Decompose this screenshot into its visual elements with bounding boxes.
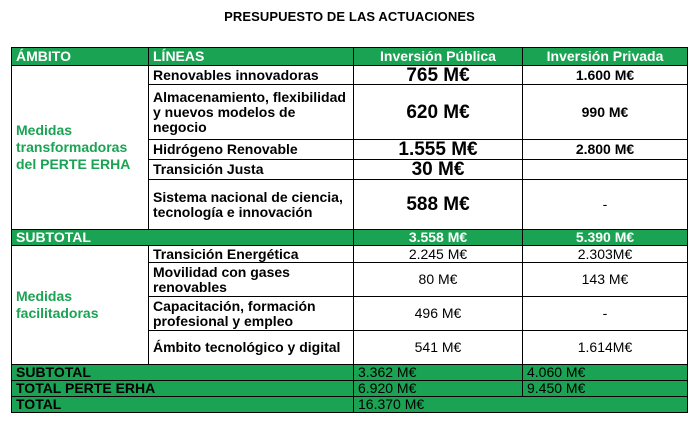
privada-cell: 2.800 M€ <box>523 140 688 160</box>
publica-cell: 588 M€ <box>354 180 523 230</box>
linea-cell: Transición Energética <box>149 246 354 263</box>
total-label: TOTAL <box>12 397 354 413</box>
linea-cell: Almacenamiento, flexibilidad y nuevos modelos de negocio <box>149 85 354 140</box>
subtotal-row <box>12 230 688 246</box>
linea-cell: Sistema nacional de ciencia, tecnología e innovación <box>149 180 354 230</box>
header-lineas: LÍNEAS <box>149 48 354 66</box>
total-row <box>12 397 688 413</box>
publica-cell: 2.245 M€ <box>354 246 523 263</box>
publica-cell: 1.555 M€ <box>354 140 523 160</box>
linea-cell: Hidrógeno Renovable <box>149 140 354 160</box>
header-ambito: ÁMBITO <box>12 48 149 66</box>
linea-cell: Renovables innovadoras <box>149 66 354 85</box>
subtotal-privada-2: 4.060 M€ <box>523 365 688 381</box>
subtotal-publica-2: 3.362 M€ <box>354 365 523 381</box>
privada-cell: - <box>523 297 688 331</box>
subtotal-privada: 5.390 M€ <box>523 230 688 246</box>
linea-cell: Transición Justa <box>149 160 354 180</box>
subtotal-label: SUBTOTAL <box>12 230 354 246</box>
subtotal-publica: 3.558 M€ <box>354 230 523 246</box>
total-perte-row <box>12 381 688 397</box>
privada-cell: 143 M€ <box>523 263 688 297</box>
total-perte-label: TOTAL PERTE ERHA <box>12 381 354 397</box>
header-inversion-privada: Inversión Privada <box>523 48 688 66</box>
budget-table <box>11 47 688 413</box>
table-row <box>12 66 688 85</box>
linea-cell: Movilidad con gases renovables <box>149 263 354 297</box>
publica-cell: 765 M€ <box>354 66 523 85</box>
total-value: 16.370 M€ <box>354 397 688 413</box>
publica-cell: 80 M€ <box>354 263 523 297</box>
table-row <box>12 246 688 263</box>
publica-cell: 541 M€ <box>354 331 523 365</box>
linea-cell: Ámbito tecnológico y digital <box>149 331 354 365</box>
publica-cell: 496 M€ <box>354 297 523 331</box>
privada-cell: - <box>523 180 688 230</box>
privada-cell: 1.600 M€ <box>523 66 688 85</box>
header-row <box>12 48 688 66</box>
total-perte-publica: 6.920 M€ <box>354 381 523 397</box>
header-inversion-publica: Inversión Pública <box>354 48 523 66</box>
group-label-transformadoras: Medidas transformadoras del PERTE ERHA <box>12 66 149 230</box>
total-perte-privada: 9.450 M€ <box>523 381 688 397</box>
publica-cell: 620 M€ <box>354 85 523 140</box>
privada-cell <box>523 160 688 180</box>
linea-cell: Capacitación, formación profesional y empleo <box>149 297 354 331</box>
group-label-facilitadoras: Medidas facilitadoras <box>12 246 149 365</box>
privada-cell: 990 M€ <box>523 85 688 140</box>
privada-cell: 1.614M€ <box>523 331 688 365</box>
subtotal-label-2: SUBTOTAL <box>12 365 354 381</box>
privada-cell: 2.303M€ <box>523 246 688 263</box>
subtotal-row-2 <box>12 365 688 381</box>
publica-cell: 30 M€ <box>354 160 523 180</box>
page-title: PRESUPUESTO DE LAS ACTUACIONES <box>224 9 475 24</box>
